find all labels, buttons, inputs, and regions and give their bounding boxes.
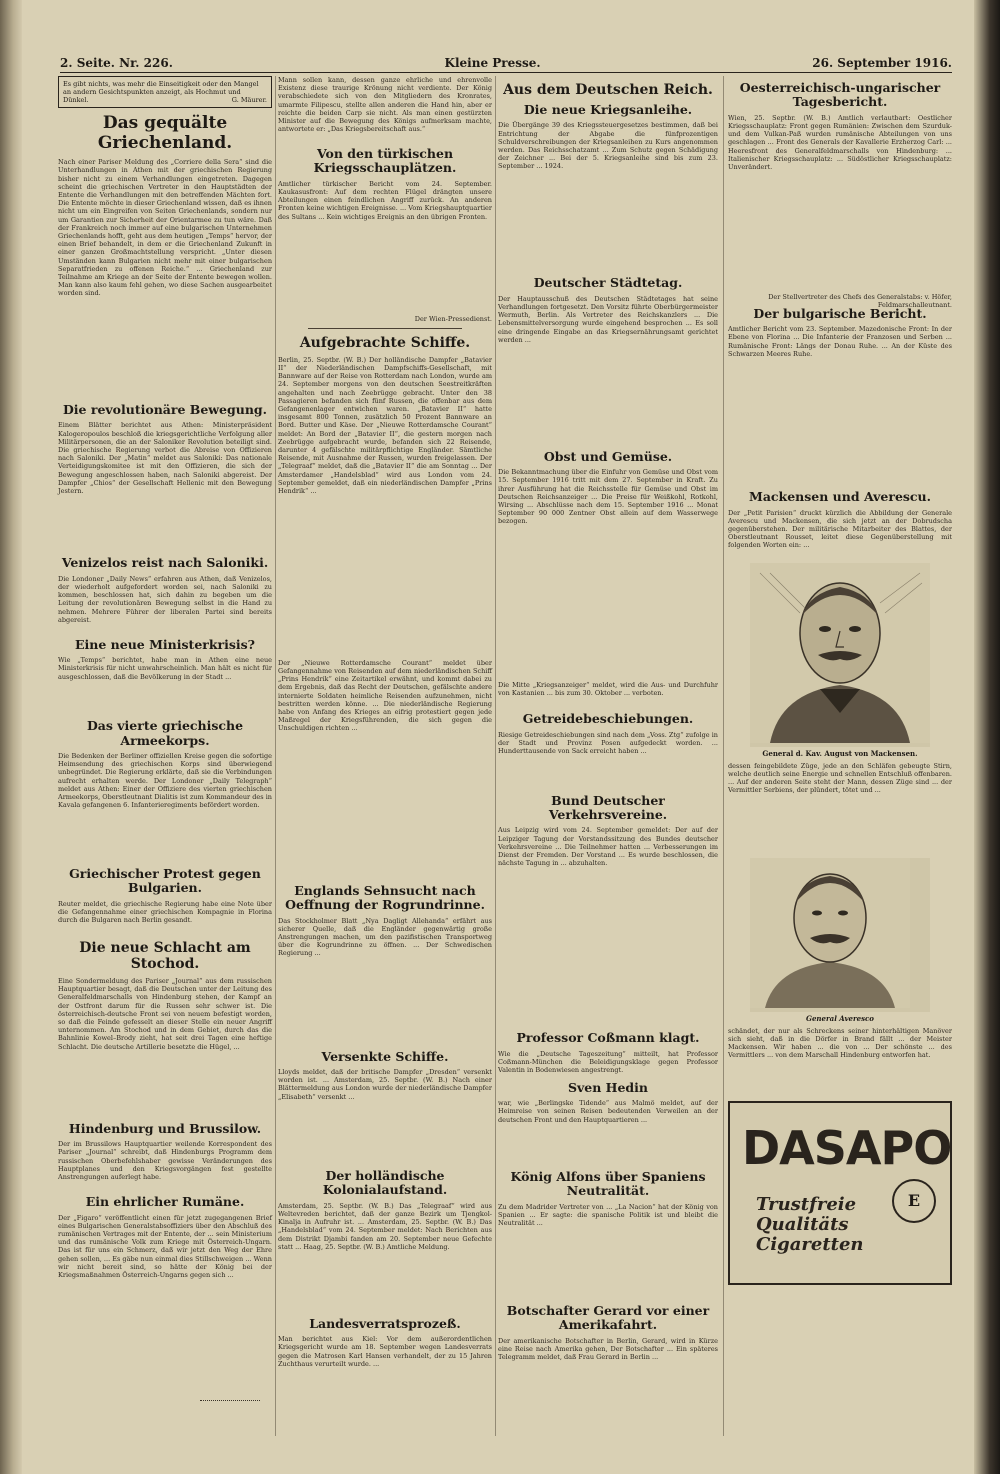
headline-ministerkrisis: Eine neue Ministerkrisis? [74, 636, 256, 652]
headline-obst: Obst und Gemüse. [543, 448, 673, 464]
article-protest: Reuter meldet, die griechische Regierung habe eine Note über die Gefangennahme einer griechischen Kompagnie in Florina durch die Bulgaren nach Berlin gesandt. [58, 899, 272, 925]
headline-getreide: Getreidebeschiebungen. [522, 711, 694, 727]
article-getreide: Riesige Getreideschiebungen sind nach dem „Voss. Ztg“ zufolge in der Stadt und Provinz Posen aufgedeckt worden. ... Hunderttausende von Sack erreicht haben ... [498, 730, 718, 755]
headline-reich: Aus dem Deutschen Reich. [503, 82, 713, 98]
article-griechenland: Nach einer Pariser Meldung des „Corriere della Sera“ sind die Unterhandlungen in Athen mit der griechischen Regierung bisher nicht zu einem Verhandlungen eingetreten. Dagegen scheint die griechischen Vertreter in den Hauptstädten der Entente die Verhandlungen mit den betreffenden Mächten fort. Die Entente möchte in dieser Griechenland wissen, daß es ihnen nicht um ein Eingreifen von Seiten Griechenlands, sondern nur um Garantien zur Sicherheit der Orientarmee zu tun wäre. Daß der Frankreich noch immer auf eine bulgarischen Unternehmen Griechenlands hofft, geht aus dem heutigen „Temps“ hervor, der einen Brief behandelt, in dem er die Griechenland Zukunft in einer ganzen Großmachtstellung verspricht. „Unter diesen Umständen kann Bulgarien nicht mehr mit einer bulgarischen Separatfrieden zu offenen Reiche.“ ... Griechenland zur Teilnahme am Kriege an der Seite der Entente bewegen wollen. Man kann also kaum fehl gehen, wo diese Sachen ausgearbeitet worden sind. [58, 158, 272, 298]
article-landesverrat: Man berichtet aus Kiel: Vor dem außerordentlichen Kriegsgericht wurde am 18. September wegen Landesverrats gegen die Matrosen Karl Hansen verhandelt, der zu 15 Jahren Zuchthaus verurteilt wurde. ... [278, 1335, 492, 1368]
article-verkehr: Aus Leipzig wird vom 24. September gemeldet: Der auf der Leipziger Tagung der Vorstandssitzung des Bundes deutscher Verkehrsvereine ... Die Teilnehmer hatten ... Verbesserungen im Dienst der Fremden. Der Vorstand ... Es wurde beschlossen, die nächste Tagung in ... abzuhalten. [498, 826, 718, 868]
article-hedin: war, wie „Berlingske Tidende“ aus Malmö meldet, auf der Heimreise von seinen Reisen bedeutenden Verweilen an der deutschen Front und den Hauptquartieren ... [498, 1099, 718, 1124]
binding-gutter [0, 0, 22, 1474]
headline-armeekorps: Das vierte griechische Armeekorps. [86, 718, 244, 748]
cigarette-ad [728, 1101, 952, 1285]
headline-oesterreich: Oesterreichisch-ungarischer Tagesbericht. [739, 80, 941, 110]
headline-stochod: Die neue Schlacht am Stochod. [79, 939, 251, 972]
headline-versenkt: Versenkte Schiffe. [321, 1048, 449, 1064]
page-number: 2. Seite. Nr. 226. [60, 56, 173, 70]
article-rumaene: Der „Figaro“ veröffentlicht einen für jetzt zugegangenen Brief eines Bulgarischen Generalstabsoffiziers über den Abschluß des rumänischen Vertrages mit der Entente, der ... sein Ministerium und das rumänische Volk zum Kriege mit Österreich-Ungarn. Das ist für uns ein Schmerz, daß wir jetzt den Weg der Ehre gehen sollen, ... Es gäbe nun einmal dies Stillschweigen ... Wenn wir nicht bereit sind, so hätte der König bei der Kriegsmaßnahmen Österreich-Ungarns gegen sich ... [58, 1213, 272, 1280]
headline-griechenland: Das gequälte Griechenland. [97, 113, 233, 153]
mackensen-engraving [750, 563, 930, 743]
headline-mackensen: Mackensen und Averescu. [749, 489, 931, 505]
headline-kolonial: Der holländische Kolonialaufstand. [322, 1167, 448, 1198]
article-oesterreich-signature: Der Stellvertreter des Chefs des Generalstabs: v. Höfer, Feldmarschalleutnant. [768, 292, 952, 309]
ad-slogan-line: Qualitäts [756, 1213, 849, 1235]
article-venizelos: Die Londoner „Daily News“ erfahren aus Athen, daß Venizelos, der wiederholt aufgefordert worden sei, nach Saloniki zu kommen, beschlossen hat, sich dahin zu begeben um die Leitung der revolutionären Bewegung selbst in die Hand zu nehmen. Mehrere Führer der liberalen Partei sind bereits abgereist. [58, 574, 272, 624]
headline-alfons: König Alfons über Spaniens Neutralität. [510, 1169, 706, 1199]
separator [308, 328, 462, 329]
article-alfons: Zu dem Madrider Vertreter von ... „La Nacion“ hat der König von Spanien ... Er sagte: die spanische Politik ist und bleibt die Neutralität ... [498, 1202, 718, 1228]
column-4 [728, 76, 952, 1285]
quote-author: G. Mäurer. [231, 96, 267, 104]
headline-landesverrat: Landesverratsprozeß. [309, 1315, 461, 1331]
column-1 [58, 76, 272, 1447]
portrait-averescu [750, 858, 930, 1012]
column-3 [498, 76, 718, 1450]
caption-mackensen: General d. Kav. August von Mackensen. [762, 748, 918, 758]
averescu-engraving [750, 858, 910, 1008]
article-ministerkrisis: Wie „Temps“ berichtet, habe man in Athen eine neue Ministerkrisis für nicht unwahrscheinlich. Man hält es nicht für ausgeschlossen, daß die Bevölkerung in der Stadt ... [58, 656, 272, 681]
ad-slogan [756, 1195, 864, 1255]
headline-cossmann: Professor Coßmann klagt. [516, 1030, 700, 1046]
headline-england: Englands Sehnsucht nach Oeffnung der Rogrundrinne. [285, 882, 485, 913]
column-rule [275, 76, 276, 1436]
quote-box [58, 76, 272, 108]
page-edge [974, 0, 1000, 1474]
article-cossmann: Wie die „Deutsche Tageszeitung“ mitteilt, hat Professor Coßmann-München die Beleidigungsklage gegen Professor Valentin in Bodenwiesen angestrengt. [498, 1049, 718, 1075]
page-header [60, 54, 952, 73]
article-brussilow: Der im Brussilows Hauptquartier weilende Korrespondent des Pariser „Journal“ schreibt, daß Hindenburgs Programm dem russischen Oberbefehlshaber gewisse Veränderungen des Hauptplanes und den Kriegsvorgängen fest gestellte Anstrengungen auferlegt habe. [58, 1140, 272, 1182]
article-gerard: Der amerikanische Botschafter in Berlin, Gerard, wird in Kürze eine Reise nach Amerika gehen, Der Botschafter ... Ein späteres Telegramm meldet, daß Frau Gerard in Berlin ... [498, 1336, 718, 1361]
article-tuerkisch: Amtlicher türkischer Bericht vom 24. September. Kaukasusfront: Auf dem rechten Flügel drängten unsere Abteilungen einen feindlichen Angriff zurück. An anderen Fronten keine wichtigen Ereignisse. ... Vom Kriegshauptquartier des Sultans ... Kein wichtiges Ereignis an den übrigen Fronten. [278, 179, 492, 221]
headline-staedtetag: Deutscher Städtetag. [533, 275, 683, 291]
article-oesterreich: Wien, 25. Septbr. (W. B.) Amtlich verlautbart: Oestlicher Kriegsschauplatz: Front gegen Rumänien: Zwischen dem Szurduk- und dem Vulkan-Paß wurden rumänische Abteilungen von uns geschlagen ... Front des Generals der Kavallerie Erzherzog Carl: ... Heeresfront des Generalfeldmarschalls von Hindenburg: ... Italienischer Kriegsschauplatz: ... Südöstlicher Kriegsschauplatz: Unverändert. [728, 113, 952, 171]
article-stochod: Eine Sondermeldung des Pariser „Journal“ aus dem russischen Hauptquartier besagt, daß die Deutschen unter der Leitung des Generalfeldmarschalls von Hindenburg stehen, der Kampf an der Ostfront darum für die Russen sehr schwer ist. Die österreichisch-deutsche Front sei von neuem befestigt worden, so daß die Feinde gefesselt an dieser Stelle ein neuer Angriff unternommen. Am Stochod und in dem Gebiet, durch das die Bahnlinie Kowel–Brody zieht, hat seit drei Tagen eine heftige Schlacht. Die deutsche Artillerie besetzte die Hügel, ... [58, 976, 272, 1051]
article-schiffe: Berlin, 25. Septbr. (W. B.) Der holländische Dampfer „Batavier II“ der Niederländischen Dampfschiffs-Gesellschaft, mit Bannware auf der Reise von Rotterdam nach London, wurde am 24. September morgens von den deutschen Seestreitkräften angehalten und nach Zeebrügge gebracht. Unter den 38 Passagieren befanden sich fünf Russen, die offenbar aus dem Gefangenenlager entwichen waren. „Batavier II“ hatte insgesamt 800 Tonnen, zusätzlich 50 Prozent Bannware an Bord. Butter und Käse. Der „Nieuwe Rotterdamsche Courant“ meldet: An Bord der „Batavier II“, die gestern morgen nach Zeebrügge aufgebracht wurde, befanden sich 22 Reisende, darunter 4 gefälschte militärpflichtige Engländer. Sämtliche Reisende, mit Ausnahme der Russen, wurden freigelassen. Der „Telegraaf“ meldet, daß die „Batavier II“ die am Sonntag ... Der Amsterdamer „Handelsblad“ wird aus London vom 24. September gemeldet, daß ein niederländischen Dampfer „Prins Hendrik“ ... [278, 355, 492, 496]
quote-text: Es gibt nichts, was mehr die Einseitigkeit oder den Mangel an andern Gesichtspunkten anzeigt, als Hochmut und Dünkel. [63, 80, 259, 104]
article-mackensen-2: dessen feingebildete Züge, jede an den Schläfen gebeugte Stirn, welche deutlich seine Energie und schnellen Entschluß offenbaren. ... Auf der anderen Seite steht der Mann, dessen Züge sind ... der Vermittler Serbiens, der plündert, tötet und ... [728, 761, 952, 795]
article-versenkt: Lloyds meldet, daß der britische Dampfer „Dresden“ versenkt worden ist. ... Amsterdam, 25. Septbr. (W. B.) Nach einer Blättermeldung aus London wurde der niederländische Dampfer „Elisabeth“ versenkt ... [278, 1067, 492, 1101]
column-rule [495, 76, 496, 1436]
ad-brand: DASAPO [742, 1120, 952, 1175]
headline-tuerkisch: Von den türkischen Kriegsschauplätzen. [313, 146, 457, 176]
headline-bulgarisch: Der bulgarische Bericht. [753, 305, 927, 321]
headline-schiffe: Aufgebrachte Schiffe. [299, 334, 471, 351]
issue-date: 26. September 1916. [812, 56, 952, 70]
article-averescu: schändet, der nur als Schreckens seiner hinterhältigen Manöver sich sieht, daß in die Dörfer in Brand fällt ... der Meister Mackensen. Wir haben ... die von ... Der schönste ... des Vermittlers ... von dem Marschall Hindenburg entworfen hat. [728, 1026, 952, 1060]
headline-hedin: Sven Hedin [567, 1079, 649, 1095]
ad-logo-mark: E [892, 1179, 936, 1223]
portrait-mackensen [750, 563, 930, 747]
article-england: Das Stockholmer Blatt „Nya Dagligt Allehanda“ erfährt aus sicherer Quelle, daß die Engländer gegenwärtig große Anstrengungen machen, um den pazifistischen Transportweg über die Kogrundrinne zu öffnen. ... Der Schwedischen Regierung ... [278, 916, 492, 958]
headline-rumaene: Ein ehrlicher Rumäne. [85, 1194, 245, 1210]
caption-averescu: General Averesco [806, 1013, 874, 1023]
page-mark [200, 1400, 260, 1401]
article-bulgarisch: Amtlicher Bericht vom 23. September. Mazedonische Front: In der Ebene von Florina ... Die Infanterie der Franzosen und Serben ... Rumänische Front: Längs der Donau Ruhe. ... An der Küste des Schwarzen Meeres Ruhe. [728, 325, 952, 358]
ad-slogan-line: Trustfreie [756, 1193, 857, 1215]
article-staedtetag: Der Hauptausschuß des Deutschen Städtetages hat seine Verhandlungen fortgesetzt. Den Vorsitz führte Oberbürgermeister Wermuth, Berlin. Als Vertreter des Reichskanzlers ... Die Lebensmittelversorgung wurde eingehend besprochen ... Es soll eine dringende Eingabe an das Kriegsernährungsamt gerichtet werden ... [498, 294, 718, 344]
headline-revolution: Die revolutionäre Bewegung. [62, 402, 268, 418]
article-kolonial: Amsterdam, 25. Septbr. (W. B.) Das „Telegraaf“ wird aus Weltevreden berichtet, daß der ganze Bezirk um Tjengkol-Kinalja in Aufruhr ist. ... Amsterdam, 25. Septbr. (W. B.) Das „Handelsblad“ vom 24. September meldet: Nach Berichten aus dem Distrikt Djambi fanden am 20. September neue Gefechte statt ... Haag, 25. Septbr. (W. B.) Amtliche Meldung. [278, 1201, 492, 1251]
headline-gerard: Botschafter Gerard vor einer Amerikafahrt. [506, 1302, 710, 1333]
newspaper-title: Kleine Presse. [444, 56, 541, 70]
headline-brussilow: Hindenburg und Brussilow. [68, 1120, 262, 1136]
headline-kriegsanleihe: Die neue Kriegsanleihe. [523, 102, 693, 118]
article-mackensen: Der „Petit Parisien“ druckt kürzlich die Abbildung der Generale Averescu und Mackensen, die sich jetzt an der Dobrudscha gegenüberstehen. Der militärische Mitarbeiter des Blattes, der Oberstleutnant Rousset, leitet diese Gegenüberstellung mit folgenden Worten ein: ... [728, 508, 952, 550]
headline-venizelos: Venizelos reist nach Saloniki. [61, 555, 269, 571]
article-kriegsanleihe: Die Übergänge 39 des Kriegssteuergesetzes bestimmen, daß bei Entrichtung der Abgabe die fünfprozentigen Schuldverschreibungen der Kriegsanleihen zu Kurs angenommen werden. Das Reichsschatzamt ... Zum Schutz gegen Schädigung der Zeichner ... Bei der 5. Kriegsanleihe sind bis zum 23. September ... 1924. [498, 121, 718, 171]
article-schiffe-2: Der „Nieuwe Rotterdamsche Courant“ meldet über Gefangennahme von Reisenden auf dem niederländischen Schiff „Prins Hendrik“ eine Zeitartikel erwähnt, und kommt dabei zu dem Ergebnis, daß das Recht der Deutschen, gefälschte andere internierte Soldaten heimliche Reisenden aufzunehmen, nicht bestritten werden könne. ... Die niederländische Regierung habe von Anfang des Krieges an eifrig protestiert gegen jede Maßregel der Kriegsführenden, die sich gegen die Unschuldigen richten ... [278, 658, 492, 733]
ad-slogan-line: Cigaretten [756, 1233, 864, 1255]
column-2 [278, 76, 492, 1408]
article-revolution: Einem Blätter berichtet aus Athen: Ministerpräsident Kalogeropoulos beschloß die kriegsgerichtliche Verfolgung aller Militärpersonen, die an der Saloniker Revolution beteiligt sind. Die griechische Regierung verbot die Abreise von Offizieren nach Saloniki. Der „Matin“ meldet aus Saloniki: Das nationale Verteidigungskomitee ist mit den Offizieren, die sich der Bewegung angeschlossen haben, nach Saloniki abgereist. Der Dampfer „Chios“ der Gesellschaft Hellenic mit den Bewegung Jestern. [58, 421, 272, 496]
column-rule [723, 76, 724, 1436]
headline-protest: Griechischer Protest gegen Bulgarien. [69, 865, 261, 896]
headline-verkehr: Bund Deutscher Verkehrsvereine. [548, 792, 668, 822]
article-obst-2: Die Mitte „Kriegsanzeiger“ meldet, wird die Aus- und Durchfuhr von Kastanien ... bis zum 30. Oktober ... verboten. [498, 681, 718, 698]
article-tuerkisch-source: Der Wien-Pressedienst. [414, 314, 492, 323]
article-continuation: Mann sollen kann, dessen ganze ehrliche und ehrenvolle Existenz diese traurige Krönung nicht verdiente. Der König verabschiedete sich von den Mitgliedern des Kronrates, umarmte Filipescu, stellte allen anderen die Hand hin, aber er reichte die beiden Carp sie nicht. Als man einen gestürzten Minister auf die Bewegung des Königs aufmerksam machte, antwortete er: „Das Kriegsbereitschaft aus.“ [278, 76, 492, 134]
article-armeekorps: Die Bedenken der Berliner offiziellen Kreise gegen die sofortige Heimsendung des griechischen Korps sind überwiegend unbegründet. Die Regierung erklärte, daß sie die Verbindungen aufrecht erhalten werde. Der Londoner „Daily Telegraph“ meldet aus Athen: Einer der Offiziere des vierten griechischen Armeekorps, Oberstleutnant Dialitis ist zum Kommandeur des in Kavala gefangenen 6. Infanterieregiments befördert worden. [58, 751, 272, 810]
article-obst: Die Bekanntmachung über die Einfuhr von Gemüse und Obst vom 15. September 1916 tritt mit dem 27. September in Kraft. Zu ihrer Ausführung hat die Reichsstelle für Gemüse und Obst im Deutschen Reichsanzeiger ... Die Preise für Weißkohl, Rotkohl, Wirsing ... Abschlüsse nach dem 15. September 1916 ... Monat September 90 000 Zentner Obst allein auf dem Wasserwege bezogen. [498, 468, 718, 526]
